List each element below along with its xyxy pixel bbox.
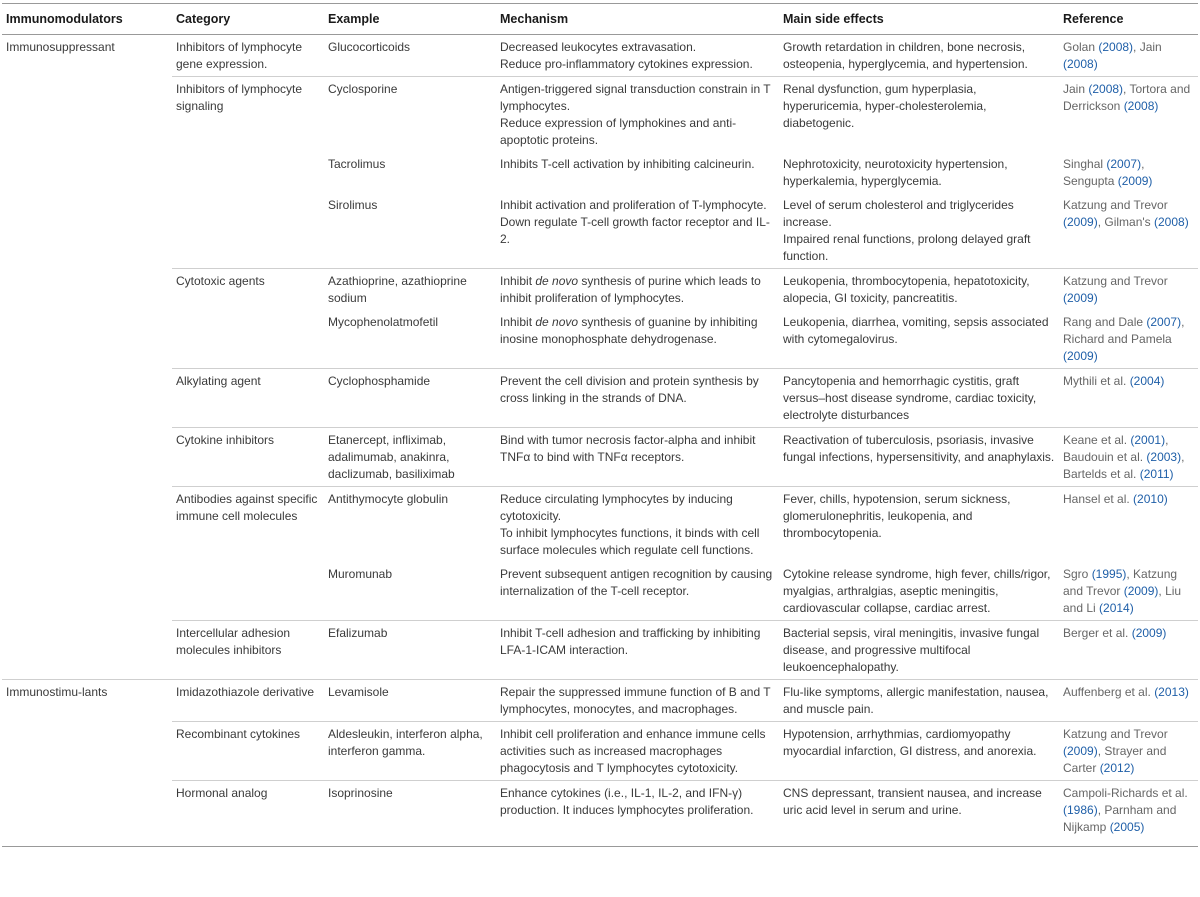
- cell-category: Inhibitors of lymphocyte gene expression.: [176, 40, 303, 71]
- table-row: [2, 680, 1198, 722]
- table-body: [2, 35, 1198, 847]
- cell-immunomodulator: [2, 269, 172, 311]
- reference-author: Campoli-Richards et al.: [1063, 786, 1188, 800]
- reference-separator: ,: [1141, 157, 1145, 171]
- mechanism-text: Antigen-triggered signal transduction constrain in T lymphocytes.: [500, 82, 771, 113]
- reference-author: Singhal: [1063, 157, 1107, 171]
- cell-reference: [1059, 781, 1198, 847]
- reference-year: (1995): [1091, 567, 1127, 581]
- table-row: [2, 722, 1198, 781]
- mechanism-text: Enhance cytokines (i.e., IL-1, IL-2, and IFN-γ) production. It induces lymphocytes proliferation.: [500, 786, 754, 817]
- cell-immunomodulator: [2, 722, 172, 781]
- reference-author: Baudouin et al.: [1063, 450, 1147, 464]
- reference-year: (2009): [1123, 584, 1159, 598]
- cell-reference: [1059, 562, 1198, 621]
- cell-mechanism: [496, 152, 779, 193]
- header-reference: Reference: [1059, 4, 1198, 35]
- reference-year: (2001): [1130, 433, 1166, 447]
- mechanism-text: Inhibit cell proliferation and enhance immune cells activities such as increased macrophages phagocytosis and T lymphocytes cytotoxicity.: [500, 727, 766, 775]
- cell-immunomodulator: [2, 621, 172, 680]
- side-effect-text: Reactivation of tuberculosis, psoriasis, invasive fungal infections, hypersensitivity, and anaphylaxis.: [783, 433, 1055, 464]
- reference-author: Sgro: [1063, 567, 1092, 581]
- cell-category: Intercellular adhesion molecules inhibitors: [172, 621, 324, 680]
- side-effect-text: Growth retardation in children, bone necrosis, osteopenia, hyperglycemia, and hypertension.: [783, 40, 1028, 71]
- side-effect-text: Fever, chills, hypotension, serum sickness, glomerulonephritis, leukopenia, and thrombocytopenia.: [783, 492, 1011, 540]
- table-row: [2, 487, 1198, 563]
- cell-example: Sirolimus: [328, 198, 378, 212]
- cell-reference: [1059, 310, 1198, 369]
- mechanism-fragment: de novo: [535, 315, 579, 329]
- reference-author: Berger et al.: [1063, 626, 1132, 640]
- cell-category: Imidazothiazole derivative: [172, 680, 324, 722]
- reference-author: Katzung and Trevor: [1063, 274, 1168, 288]
- cell-mechanism: [496, 269, 779, 311]
- cell-example: Aldesleukin, interferon alpha, interferon gamma.: [324, 722, 496, 781]
- cell-example: Levamisole: [324, 680, 496, 722]
- cell-example: Glucocorticoids: [328, 40, 411, 54]
- cell-side-effects: [779, 152, 1059, 193]
- reference-year: (2008): [1123, 99, 1159, 113]
- side-effect-text: Level of serum cholesterol and triglycerides increase.: [783, 198, 1014, 229]
- cell-mechanism: [496, 193, 779, 269]
- cell-category: Cytokine inhibitors: [172, 428, 324, 487]
- cell-category: Cytotoxic agents: [172, 269, 324, 311]
- mechanism-text: Inhibit T-cell adhesion and trafficking by inhibiting LFA-1-ICAM interaction.: [500, 626, 761, 657]
- cell-mechanism: [496, 35, 779, 77]
- mechanism-fragment: Inhibit: [500, 274, 536, 288]
- reference-separator: ,: [1165, 433, 1169, 447]
- reference-year: (2009): [1117, 174, 1153, 188]
- cell-category: [172, 310, 324, 369]
- reference-separator: ,: [1123, 82, 1130, 96]
- cell-side-effects: [779, 487, 1059, 563]
- reference-author: Auffenberg et al.: [1063, 685, 1155, 699]
- cell-mechanism: [496, 369, 779, 428]
- reference-author: Katzung and Trevor: [1063, 198, 1168, 212]
- cell-side-effects: [779, 781, 1059, 847]
- side-effect-text: Nephrotoxicity, neurotoxicity hypertension, hyperkalemia, hyperglycemia.: [783, 157, 1008, 188]
- cell-example: Tacrolimus: [328, 157, 386, 171]
- reference-year: (2009): [1063, 744, 1098, 758]
- cell-immunomodulator: Immunostimu-lants: [2, 680, 172, 722]
- cell-reference: [1059, 722, 1198, 781]
- reference-year: (2008): [1098, 40, 1134, 54]
- cell-reference: [1059, 35, 1198, 77]
- cell-side-effects: [779, 428, 1059, 487]
- cell-side-effects: [779, 310, 1059, 369]
- cell-side-effects: [779, 680, 1059, 722]
- cell-immunomodulator: [2, 310, 172, 369]
- cell-category: Hormonal analog: [172, 781, 324, 847]
- cell-immunomodulator: [2, 781, 172, 847]
- cell-mechanism: [496, 722, 779, 781]
- mechanism-text: Bind with tumor necrosis factor-alpha and inhibit TNFα to bind with TNFα receptors.: [500, 433, 756, 464]
- reference-author: Katzung and Trevor: [1063, 727, 1168, 741]
- table-row: [2, 193, 1198, 269]
- mechanism-text: Decreased leukocytes extravasation.: [500, 40, 697, 54]
- cell-category: [172, 562, 324, 621]
- reference-author: Mythili et al.: [1063, 374, 1130, 388]
- cell-reference: [1059, 621, 1198, 680]
- cell-reference: [1059, 77, 1198, 153]
- mechanism-fragment: synthesis of guanine by inhibiting inosine monophosphate dehydrogenase.: [500, 315, 758, 346]
- mechanism-text: Inhibits T-cell activation by inhibiting calcineurin.: [500, 157, 755, 171]
- reference-separator: ,: [1126, 567, 1134, 581]
- cell-side-effects: [779, 369, 1059, 428]
- reference-author: Gilman's: [1104, 215, 1154, 229]
- reference-separator: ,: [1158, 584, 1166, 598]
- side-effect-text: Impaired renal functions, prolong delayed graft function.: [783, 232, 1031, 263]
- reference-separator: ,: [1097, 803, 1105, 817]
- reference-year: (2012): [1099, 761, 1135, 775]
- reference-author: Strayer and Carter: [1063, 744, 1167, 775]
- reference-year: (2010): [1133, 492, 1168, 506]
- cell-reference: [1059, 680, 1198, 722]
- cell-category: [172, 193, 324, 269]
- reference-year: (2009): [1063, 215, 1098, 229]
- cell-category: [172, 152, 324, 193]
- cell-side-effects: [779, 35, 1059, 77]
- side-effect-text: CNS depressant, transient nausea, and increase uric acid level in serum and urine.: [783, 786, 1042, 817]
- side-effect-text: Hypotension, arrhythmias, cardiomyopathy myocardial infarction, GI distress, and anorexia.: [783, 727, 1037, 758]
- table-row: [2, 35, 1198, 77]
- cell-mechanism: [496, 310, 779, 369]
- reference-author: Tortora and Derrickson: [1063, 82, 1191, 113]
- cell-example: Isoprinosine: [324, 781, 496, 847]
- reference-year: (2014): [1099, 601, 1134, 615]
- mechanism-fragment: de novo: [535, 274, 579, 288]
- cell-example: Efalizumab: [324, 621, 496, 680]
- header-category: Category: [172, 4, 324, 35]
- reference-year: (2007): [1146, 315, 1182, 329]
- mechanism-text: Prevent subsequent antigen recognition by causing internalization of the T-cell receptor.: [500, 567, 773, 598]
- reference-year: (2007): [1106, 157, 1142, 171]
- reference-author: Richard and Pamela: [1063, 332, 1172, 346]
- mechanism-text: Inhibit activation and proliferation of T-lymphocyte.: [500, 198, 767, 212]
- mechanism-fragment: Inhibit: [500, 315, 536, 329]
- mechanism-text: To inhibit lymphocytes functions, it binds with cell surface molecules which regulate cell functions.: [500, 526, 760, 557]
- cell-category: Antibodies against specific immune cell molecules: [172, 487, 324, 563]
- cell-immunomodulator: [2, 152, 172, 193]
- reference-author: Golan: [1063, 40, 1099, 54]
- reference-year: (2004): [1129, 374, 1165, 388]
- cell-example: Cyclosporine: [324, 77, 496, 153]
- cell-example: Muromunab: [328, 567, 393, 581]
- cell-mechanism: [496, 77, 779, 153]
- cell-mechanism: [496, 680, 779, 722]
- mechanism-fragment: synthesis of purine which leads to inhibit proliferation of lymphocytes.: [500, 274, 761, 305]
- table-row: [2, 781, 1198, 847]
- reference-separator: ,: [1181, 315, 1185, 329]
- reference-author: Liu and Li: [1063, 584, 1182, 615]
- cell-reference: [1059, 193, 1198, 269]
- cell-immunomodulator: [2, 562, 172, 621]
- cell-mechanism: [496, 781, 779, 847]
- table-row: [2, 152, 1198, 193]
- cell-reference: [1059, 487, 1198, 563]
- side-effect-text: Flu-like symptoms, allergic manifestation, nausea, and muscle pain.: [783, 685, 1049, 716]
- cell-category: Inhibitors of lymphocyte signaling: [172, 77, 324, 153]
- reference-author: Hansel et al.: [1063, 492, 1134, 506]
- cell-mechanism: [496, 621, 779, 680]
- table-row: [2, 77, 1198, 153]
- side-effect-text: Cytokine release syndrome, high fever, chills/rigor, myalgias, arthralgias, aseptic meningitis, cardiovascular collapse, cardiac arrest.: [783, 567, 1051, 615]
- cell-category: Alkylating agent: [172, 369, 324, 428]
- reference-separator: ,: [1097, 744, 1105, 758]
- side-effect-text: Pancytopenia and hemorrhagic cystitis, graft versus–host disease syndrome, cardiac toxicity, electrolyte disturbances: [783, 374, 1037, 422]
- table-row: [2, 269, 1198, 311]
- mechanism-text: Repair the suppressed immune function of B and T lymphocytes, monocytes, and macrophages.: [500, 685, 771, 716]
- cell-example: Antithymocyte globulin: [324, 487, 496, 563]
- side-effect-text: Renal dysfunction, gum hyperplasia, hyperuricemia, hyper-cholesterolemia, diabetogenic.: [783, 82, 987, 130]
- cell-mechanism: [496, 562, 779, 621]
- cell-immunomodulator: [2, 428, 172, 487]
- cell-example: Mycophenolatmofetil: [328, 315, 439, 329]
- cell-reference: [1059, 369, 1198, 428]
- header-side-effects: Main side effects: [779, 4, 1059, 35]
- cell-example: Etanercept, infliximab, adalimumab, anakinra, daclizumab, basiliximab: [324, 428, 496, 487]
- mechanism-text: [500, 273, 775, 307]
- cell-side-effects: [779, 77, 1059, 153]
- header-example: Example: [324, 4, 496, 35]
- cell-reference: [1059, 269, 1198, 311]
- reference-author: Jain: [1063, 82, 1089, 96]
- cell-side-effects: [779, 193, 1059, 269]
- mechanism-text: Down regulate T-cell growth factor receptor and IL-2.: [500, 215, 770, 246]
- reference-author: Jain: [1139, 40, 1162, 54]
- table-row: [2, 369, 1198, 428]
- reference-year: (1986): [1063, 803, 1098, 817]
- cell-side-effects: [779, 722, 1059, 781]
- cell-immunomodulator: [2, 193, 172, 269]
- cell-immunomodulator: [2, 77, 172, 153]
- reference-year: (2003): [1146, 450, 1182, 464]
- side-effect-text: Bacterial sepsis, viral meningitis, invasive fungal disease, and progressive multifocal leukoencephalopathy.: [783, 626, 1040, 674]
- reference-year: (2009): [1063, 349, 1098, 363]
- header-row: [2, 4, 1198, 35]
- cell-mechanism: [496, 487, 779, 563]
- header-immunomodulators: Immunomodulators: [2, 4, 172, 35]
- cell-example: Cyclophosphamide: [324, 369, 496, 428]
- reference-author: Katzung and Trevor: [1063, 567, 1178, 598]
- immunomodulators-table: [2, 3, 1198, 847]
- reference-separator: ,: [1133, 40, 1140, 54]
- table-row: [2, 562, 1198, 621]
- reference-author: Keane et al.: [1063, 433, 1131, 447]
- table-row: [2, 310, 1198, 369]
- reference-year: (2005): [1109, 820, 1145, 834]
- cell-side-effects: [779, 621, 1059, 680]
- reference-separator: ,: [1181, 450, 1185, 464]
- table-row: [2, 621, 1198, 680]
- reference-author: Bartelds et al.: [1063, 467, 1140, 481]
- reference-year: (2008): [1154, 215, 1189, 229]
- reference-year: (2008): [1063, 57, 1098, 71]
- cell-reference: [1059, 428, 1198, 487]
- cell-category: Recombinant cytokines: [172, 722, 324, 781]
- reference-separator: ,: [1097, 215, 1105, 229]
- cell-immunomodulator: [2, 487, 172, 563]
- mechanism-text: Reduce circulating lymphocytes by inducing cytotoxicity.: [500, 492, 733, 523]
- mechanism-text: Reduce expression of lymphokines and anti-apoptotic proteins.: [500, 116, 737, 147]
- side-effect-text: Leukopenia, diarrhea, vomiting, sepsis associated with cytomegalovirus.: [783, 315, 1049, 346]
- cell-side-effects: [779, 269, 1059, 311]
- cell-immunomodulator: Immunosuppressant: [6, 40, 115, 54]
- reference-author: Parnham and Nijkamp: [1063, 803, 1177, 834]
- reference-year: (2009): [1063, 291, 1098, 305]
- mechanism-text: [500, 314, 775, 348]
- header-mechanism: Mechanism: [496, 4, 779, 35]
- reference-author: Rang and Dale: [1063, 315, 1147, 329]
- reference-year: (2013): [1154, 685, 1189, 699]
- side-effect-text: Leukopenia, thrombocytopenia, hepatotoxicity, alopecia, GI toxicity, pancreatitis.: [783, 274, 1030, 305]
- cell-mechanism: [496, 428, 779, 487]
- cell-side-effects: [779, 562, 1059, 621]
- mechanism-text: Reduce pro-inflammatory cytokines expression.: [500, 57, 753, 71]
- cell-reference: [1059, 152, 1198, 193]
- cell-example: Azathioprine, azathioprine sodium: [324, 269, 496, 311]
- reference-year: (2009): [1131, 626, 1167, 640]
- reference-author: Sengupta: [1063, 174, 1118, 188]
- reference-year: (2008): [1088, 82, 1124, 96]
- table-row: [2, 428, 1198, 487]
- cell-immunomodulator: [2, 369, 172, 428]
- reference-year: (2011): [1139, 467, 1174, 481]
- mechanism-text: Prevent the cell division and protein synthesis by cross linking in the strands of DNA.: [500, 374, 759, 405]
